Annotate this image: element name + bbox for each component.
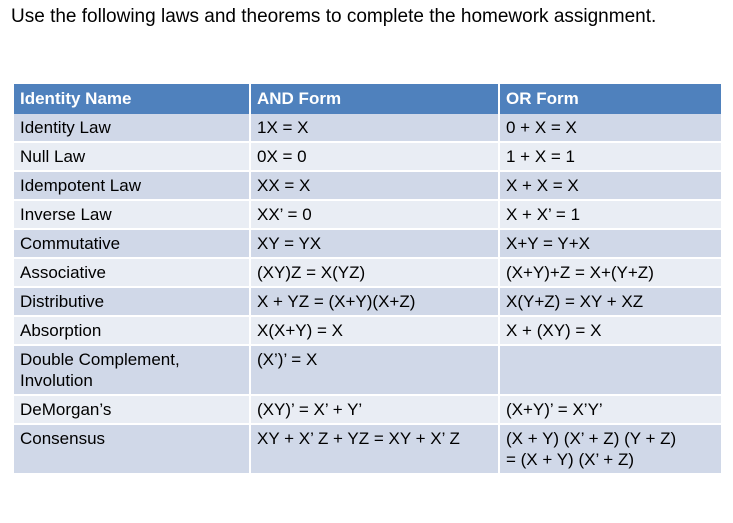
identity-name-cell: Double Complement, Involution (14, 345, 250, 395)
header-identity-name: Identity Name (14, 84, 250, 114)
identity-name-cell: Identity Law (14, 114, 250, 142)
or-form-cell (499, 345, 721, 395)
table-row (14, 171, 721, 200)
table-row (14, 316, 721, 345)
or-form-cell: X + (XY) = X (499, 316, 721, 345)
identity-name-cell: Idempotent Law (14, 171, 250, 200)
or-form-cell: X + X’ = 1 (499, 200, 721, 229)
laws-table (14, 84, 721, 475)
table-row (14, 395, 721, 424)
or-form-cell: 0 + X = X (499, 114, 721, 142)
or-form-cell (499, 424, 721, 474)
identity-name-cell: Inverse Law (14, 200, 250, 229)
identity-name-cell: Null Law (14, 142, 250, 171)
or-form-line: = (X + Y) (X’ + Z) (506, 450, 635, 469)
and-form-cell: (XY)Z = X(YZ) (250, 258, 499, 287)
or-form-cell: (X+Y)+Z = X+(Y+Z) (499, 258, 721, 287)
or-form-line: (X + Y) (X’ + Z) (Y + Z) (506, 429, 677, 448)
and-form-cell: XX’ = 0 (250, 200, 499, 229)
and-form-cell: (XY)’ = X’ + Y’ (250, 395, 499, 424)
table-row (14, 345, 721, 395)
table-row (14, 200, 721, 229)
table-row (14, 258, 721, 287)
and-form-cell: X + YZ = (X+Y)(X+Z) (250, 287, 499, 316)
or-form-cell: (X+Y)’ = X’Y’ (499, 395, 721, 424)
table-header-row (14, 84, 721, 114)
identity-name-cell: Commutative (14, 229, 250, 258)
identity-name-cell: DeMorgan’s (14, 395, 250, 424)
identity-name-cell: Absorption (14, 316, 250, 345)
and-form-cell: 1X = X (250, 114, 499, 142)
laws-table-container (14, 84, 721, 475)
or-form-cell: X + X = X (499, 171, 721, 200)
and-form-cell: (X’)’ = X (250, 345, 499, 395)
or-form-cell: X+Y = Y+X (499, 229, 721, 258)
and-form-cell: XX = X (250, 171, 499, 200)
table-row (14, 424, 721, 474)
and-form-cell: 0X = 0 (250, 142, 499, 171)
header-and-form: AND Form (250, 84, 499, 114)
table-row (14, 229, 721, 258)
table-row (14, 142, 721, 171)
identity-name-cell: Distributive (14, 287, 250, 316)
identity-name-cell: Associative (14, 258, 250, 287)
and-form-cell: XY = YX (250, 229, 499, 258)
table-row (14, 287, 721, 316)
or-form-cell: 1 + X = 1 (499, 142, 721, 171)
or-form-cell: X(Y+Z) = XY + XZ (499, 287, 721, 316)
identity-name-cell: Consensus (14, 424, 250, 474)
table-row (14, 114, 721, 142)
header-or-form: OR Form (499, 84, 721, 114)
and-form-cell: XY + X’ Z + YZ = XY + X’ Z (250, 424, 499, 474)
and-form-cell: X(X+Y) = X (250, 316, 499, 345)
intro-text: Use the following laws and theorems to complete the homework assignment. (11, 6, 657, 27)
